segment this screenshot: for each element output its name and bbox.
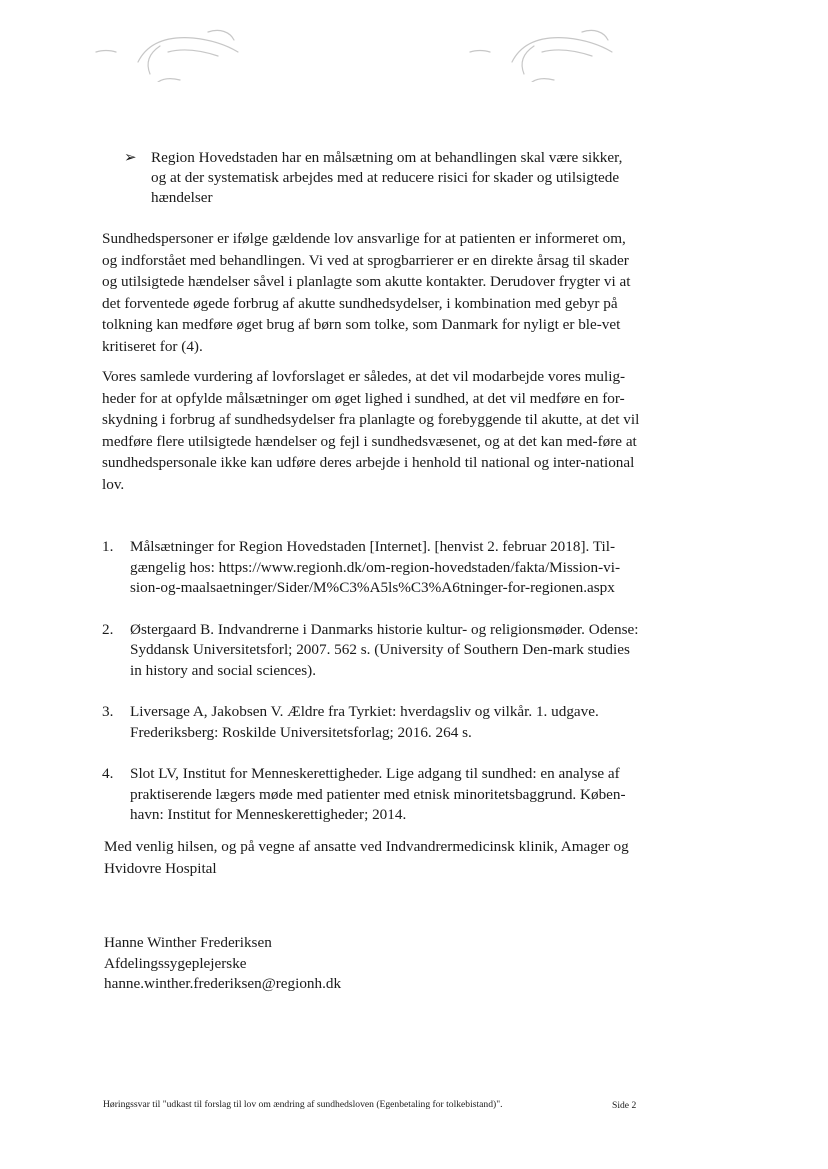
- reference-text: Målsætninger for Region Hovedstaden [Internet]. [henvist 2. februar 2018]. Til-gængelig hos: https://www.regionh.dk/om-region-hovedstaden/fakta/Mission-vi-sion-og-maalsaetninger/Sider/M%C3%A5ls%C3%A6tninger-for-regionen.aspx: [130, 538, 621, 596]
- closing-text: Med venlig hilsen, og på vegne af ansatte ved Indvandrermedicinsk klinik, Amager og Hvidovre Hospital: [104, 838, 629, 877]
- page-number: Side 2: [612, 1100, 637, 1111]
- faded-stamp-mark: [462, 22, 632, 82]
- signature-block: [104, 933, 504, 995]
- signer-email: hanne.winther.frederiksen@regionh.dk: [104, 975, 342, 992]
- reference-number: 4.: [102, 765, 114, 782]
- reference-number: 1.: [102, 538, 114, 555]
- signer-title: Afdelingssygeplejerske: [104, 954, 247, 972]
- reference-item: [102, 764, 642, 826]
- reference-text: Slot LV, Institut for Menneskerettigheder. Lige adgang til sundhed: en analyse af praktiserende lægers møde med patienter med etnisk minoritetsbaggrund. Køben-havn: Institut for Menneskerettigheder; 2014.: [130, 765, 626, 823]
- faded-stamp-mark: [88, 22, 258, 82]
- reference-item: [102, 702, 642, 743]
- reference-number: 3.: [102, 703, 114, 720]
- bullet-text: Region Hovedstaden har en målsætning om at behandlingen skal være sikker, og at der systematisk arbejdes med at reducere risici for skader og utilsigtede hændelser: [151, 149, 623, 206]
- reference-text: Liversage A, Jakobsen V. Ældre fra Tyrkiet: hverdagsliv og vilkår. 1. udgave. Frederiksberg: Roskilde Universitetsforlag; 2016. 264 s.: [130, 703, 599, 741]
- body-paragraph: Sundhedspersoner er ifølge gældende lov ansvarlige for at patienten er informeret om, og indforstået med behandlingen. Vi ved at sprogbarrierer er en direkte årsag til skader og utilsigtede hændelser såvel i planlagte som akutte kontakter. Derudover frygter vi at det forventede øgede forbrug af akutte sundhedsydelser, i kombination med gebyr på tolkning kan medføre øget brug af børn som tolke, som Danmark for nyligt er ble-vet kritiseret for (4).: [102, 230, 631, 355]
- reference-number: 2.: [102, 620, 114, 638]
- signer-name: Hanne Winther Frederiksen: [104, 934, 272, 951]
- reference-list: [102, 537, 642, 847]
- footer-text: Høringssvar til "udkast til forslag til lov om ændring af sundhedsloven (Egenbetaling for tolkebistand)".: [103, 1099, 503, 1110]
- reference-item: [102, 537, 642, 599]
- reference-text: Østergaard B. Indvandrerne i Danmarks historie kultur- og religionsmøder. Odense: Syddansk Universitetsforl; 2007. 562 s. (University of Southern Den-mark studies in history and social sciences).: [130, 620, 639, 679]
- reference-item: [102, 620, 642, 682]
- body-paragraph: Vores samlede vurdering af lovforslaget er således, at det vil modarbejde vores mulig-heder for at opfylde målsætninger om øget lighed i sundhed, at det vil medføre en for-skydning i forbrug af sundhedsydelser fra planlagte og forebyggende til akutte, at det vil medføre flere utilsigtede hændelser og fejl i sundhedsvæsenet, og at det kan med-føre at sundhedspersonale ikke kan udføre deres arbejde i henhold til national og inter-national lov.: [102, 368, 640, 493]
- arrow-bullet-icon: ➢: [124, 149, 137, 166]
